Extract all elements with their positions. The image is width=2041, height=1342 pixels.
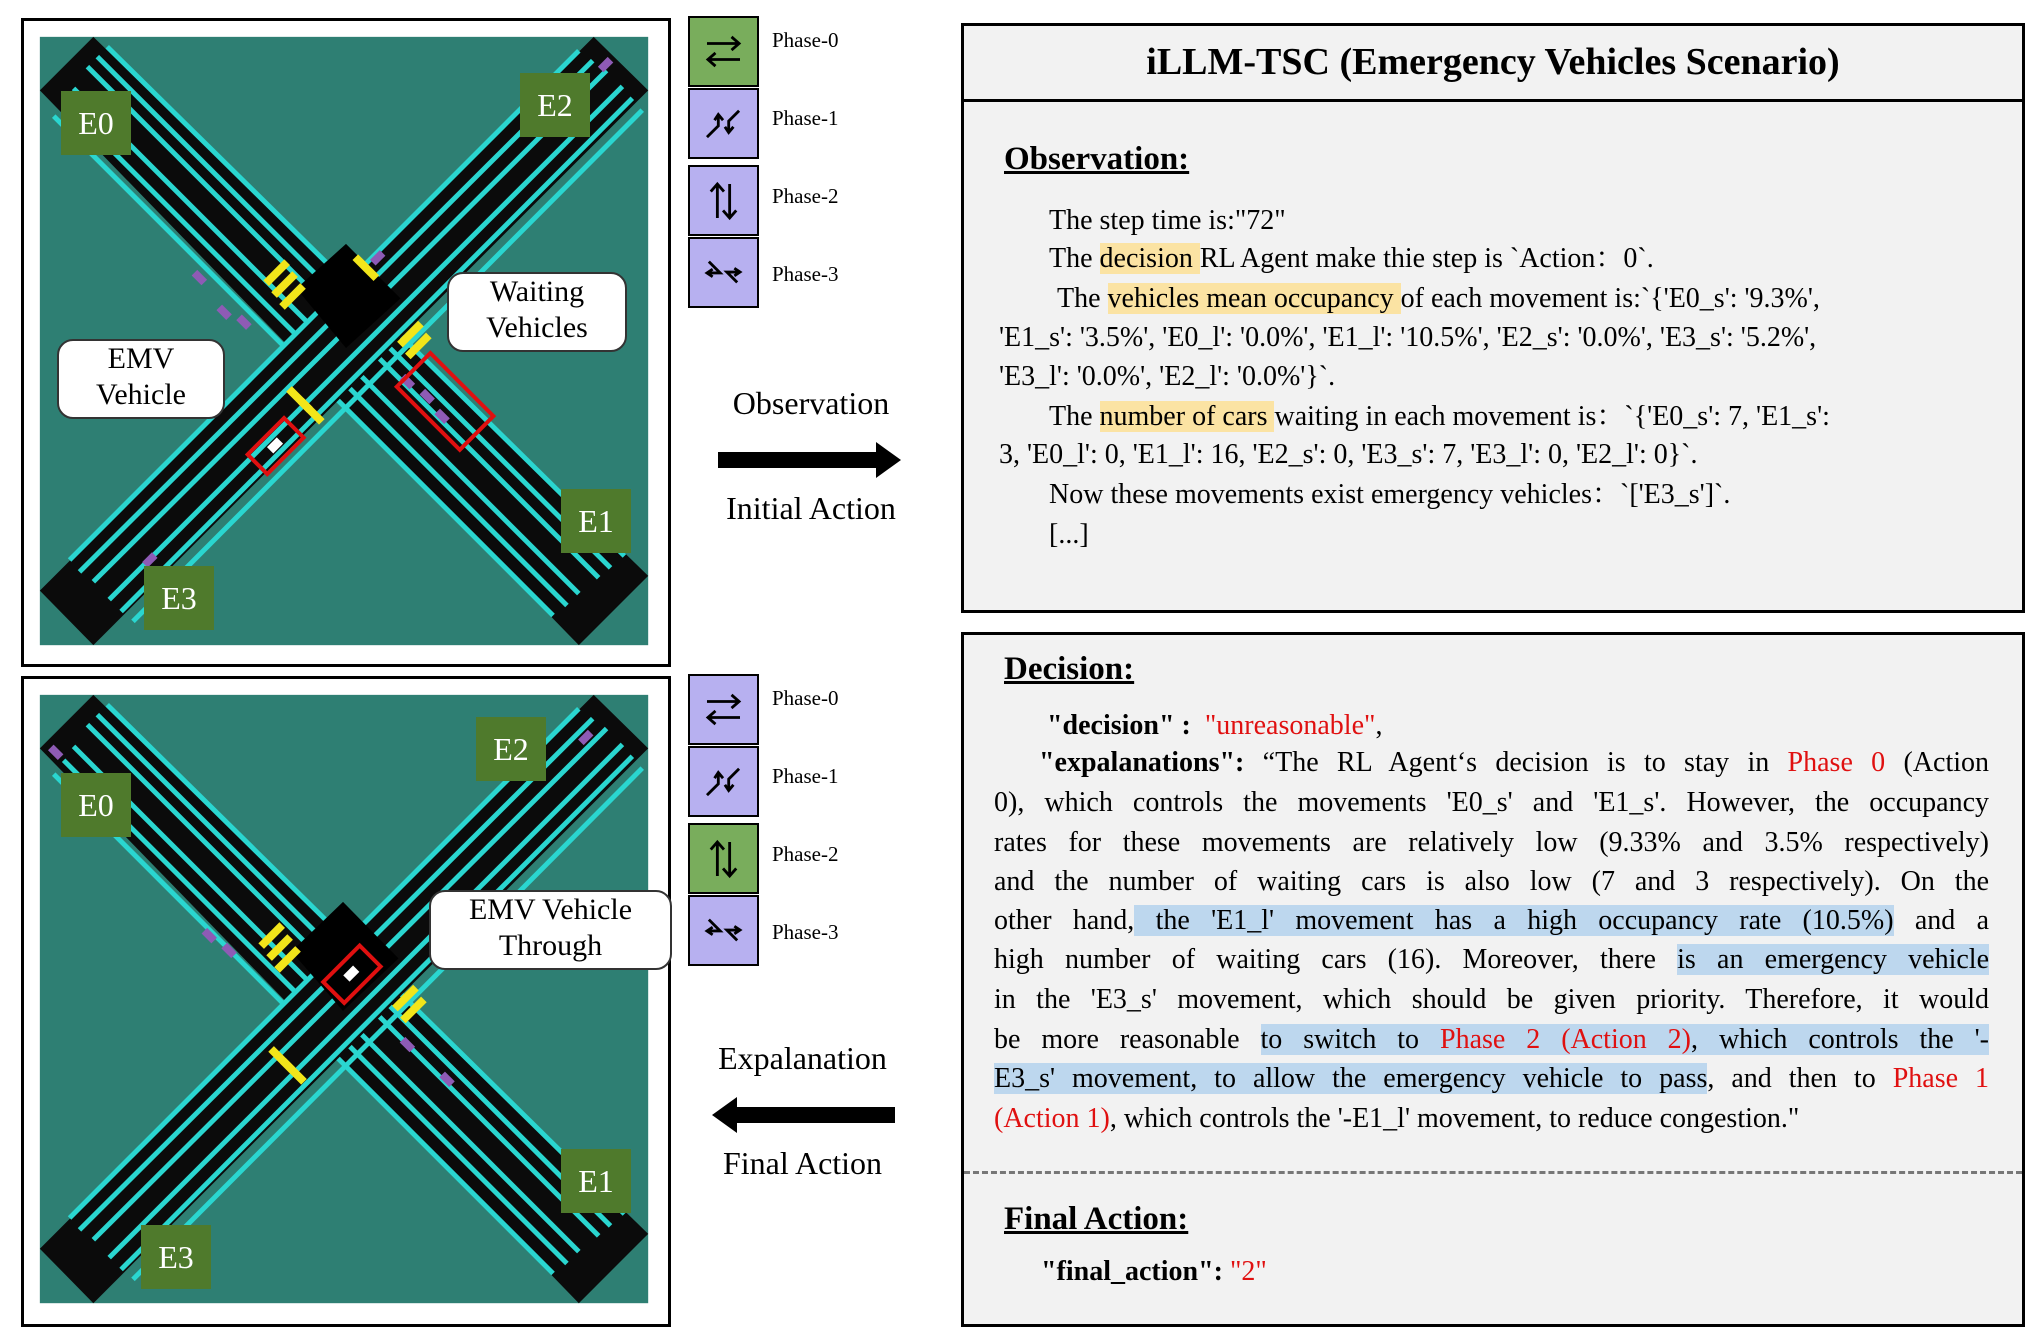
decision-pre: The	[1049, 243, 1100, 274]
final-action-line	[1041, 1257, 1267, 1287]
callout-emv-line1: EMV	[107, 342, 175, 375]
decision-highlight: decision	[1099, 243, 1200, 274]
expl-action1: (Action 1)	[994, 1103, 1110, 1134]
phase-0-icon	[690, 18, 757, 85]
decision-value-line	[1047, 711, 1382, 741]
right-arrow-icon	[718, 440, 903, 480]
phase-3-box-bottom	[688, 895, 759, 966]
expl-line-2: 0), which controls the movements 'E0_s' and 'E1_s'. However, the occupancy	[994, 787, 1989, 818]
phase-2-label-top: Phase-2	[772, 184, 839, 208]
expl-l6a: high number of waiting cars (16). Moreover, there	[994, 944, 1678, 975]
phase-1-label-bottom: Phase-1	[772, 764, 839, 788]
cars-post: waiting in each movement is：`{'E0_s': 7, 'E1_s':	[1274, 401, 1830, 432]
phase-2-box-bottom	[688, 823, 759, 894]
cars-line-1	[1049, 402, 1830, 432]
callout-emv-through	[429, 890, 672, 970]
phase-1-box-bottom	[688, 746, 759, 817]
phase-1-box-top	[688, 88, 759, 159]
phase-3-label-top: Phase-3	[772, 262, 839, 286]
decision-value: "unreasonable"	[1204, 710, 1376, 741]
expl-l8-highlight1: to switch to	[1260, 1024, 1440, 1055]
expl-l9-highlight: E3_s' movement, to allow the emergency vehicle to pass	[994, 1063, 1708, 1094]
phase-0-box-top	[688, 16, 759, 87]
phase-legend-top	[688, 16, 888, 316]
arrow-top-sublabel: Initial Action	[726, 490, 896, 526]
phase-2-label-bottom: Phase-2	[772, 842, 839, 866]
decision-post: RL Agent make thie step is `Action：0`.	[1199, 243, 1654, 274]
occ-post: of each movement is:`{'E0_s': '9.3%',	[1400, 283, 1820, 314]
phase-0-label-top: Phase-0	[772, 28, 839, 52]
phase-1-icon	[690, 90, 757, 157]
phase-1-icon	[690, 748, 757, 815]
step-time-line: The step time is:"72"	[1049, 205, 1286, 236]
callout-emv-through-line1: EMV Vehicle	[468, 893, 633, 926]
phase-2-icon	[690, 167, 757, 234]
panel-title: iLLM-TSC (Emergency Vehicles Scenario)	[964, 26, 2022, 102]
cars-highlight: number of cars	[1099, 401, 1275, 432]
expl-l5b: and a	[1893, 905, 1989, 936]
expl-l9b: , and then to	[1707, 1063, 1893, 1094]
callout-emv-vehicle	[57, 339, 225, 419]
ellipsis: [...]	[1049, 519, 1089, 550]
phase-2-icon	[690, 825, 757, 892]
decision-comma: ,	[1375, 710, 1383, 741]
expl-l8a: be more reasonable	[994, 1024, 1261, 1055]
phase-legend-bottom	[688, 674, 888, 974]
expl-line-9	[994, 1064, 1989, 1094]
occ-highlight: vehicles mean occupancy	[1107, 283, 1401, 314]
callout-emv-through-line2: Through	[498, 929, 603, 962]
phase-3-label-bottom: Phase-3	[772, 920, 839, 944]
edge-label-e2-bottom: E2	[476, 717, 546, 781]
edge-label-e3-top: E3	[144, 566, 214, 630]
phase-0-box-bottom	[688, 674, 759, 745]
expl-line-4: and the number of waiting cars is also low (7 and 3 respectively). On the	[994, 866, 1989, 897]
decision-key: "decision" :	[1047, 710, 1191, 741]
top-intersection-map	[21, 18, 671, 667]
arrow-top-label: Observation	[732, 385, 890, 421]
phase-3-box-top	[688, 237, 759, 308]
edge-label-e3-bottom: E3	[141, 1225, 211, 1289]
phase-1-label-top: Phase-1	[772, 106, 839, 130]
arrow-bottom-label: Expalanation	[718, 1040, 887, 1076]
occupancy-line-1	[1057, 284, 1820, 314]
final-key: "final_action":	[1041, 1256, 1223, 1287]
phase-2-box-top	[688, 165, 759, 236]
emv-line: Now these movements exist emergency vehicles：`['E3_s']`.	[1049, 479, 1731, 510]
decision-panel	[961, 632, 2025, 1327]
expl-l1b: (Action	[1885, 747, 1990, 778]
phase-3-icon	[690, 897, 757, 964]
expl-phase0: Phase 0	[1787, 747, 1886, 778]
expl-line-3: rates for these movements are relatively low (9.33% and 3.5% respectively)	[994, 827, 1989, 858]
callout-waiting-vehicles	[447, 272, 627, 352]
expl-l5a: other hand,	[994, 905, 1135, 936]
section-divider	[964, 1171, 2022, 1174]
cars-line-2: 3, 'E0_l': 0, 'E1_l': 16, 'E2_s': 0, 'E3_s': 7, 'E3_l': 0, 'E2_l': 0}`.	[999, 439, 1698, 470]
expl-l6-highlight: is an emergency vehicle	[1677, 944, 1989, 975]
edge-label-e0-bottom: E0	[61, 773, 131, 837]
expl-l5-highlight: the 'E1_l' movement has a high occupancy rate (10.5%)	[1134, 905, 1894, 936]
left-arrow-icon	[710, 1095, 895, 1135]
occ-pre: The	[1057, 283, 1108, 314]
expl-line-10	[994, 1104, 1799, 1134]
decision-heading: Decision:	[1004, 651, 1135, 687]
phase-3-icon	[690, 239, 757, 306]
final-action-heading: Final Action:	[1004, 1201, 1189, 1237]
final-value: "2"	[1229, 1256, 1267, 1287]
expl-line-5	[994, 906, 1989, 936]
callout-waiting-line2: Vehicles	[486, 311, 588, 344]
edge-label-e1-bottom: E1	[561, 1149, 631, 1213]
callout-emv-line2: Vehicle	[96, 378, 186, 411]
observation-panel	[961, 23, 2025, 613]
expl-key: "expalanations":	[1039, 747, 1245, 778]
phase-0-icon	[690, 676, 757, 743]
expl-l10b: , which controls the '-E1_l' movement, to reduce congestion."	[1109, 1103, 1800, 1134]
occupancy-line-3: 'E3_l': '0.0%', 'E2_l': '0.0%'}`.	[999, 361, 1336, 392]
phase-0-label-bottom: Phase-0	[772, 686, 839, 710]
bottom-intersection-map	[21, 676, 671, 1327]
expl-l8-highlight2: , which controls the '-	[1691, 1024, 1989, 1055]
cars-pre: The	[1049, 401, 1100, 432]
callout-waiting-line1: Waiting	[489, 275, 585, 308]
arrow-bottom-sublabel: Final Action	[722, 1145, 883, 1181]
expl-l1a: “The RL Agent‘s decision is to stay in	[1262, 747, 1788, 778]
expl-phase2: Phase 2 (Action 2)	[1440, 1024, 1692, 1055]
edge-label-e1-top: E1	[561, 489, 631, 553]
edge-label-e2-top: E2	[520, 73, 590, 137]
observation-heading: Observation:	[1004, 141, 1190, 177]
decision-line	[1049, 244, 1654, 274]
expl-line-8	[994, 1025, 1989, 1055]
expl-line-7: in the 'E3_s' movement, which should be given priority. Therefore, it would	[994, 984, 1989, 1015]
expl-line-6	[994, 945, 1989, 975]
expl-phase1: Phase 1	[1892, 1063, 1989, 1094]
occupancy-line-2: 'E1_s': '3.5%', 'E0_l': '0.0%', 'E1_l': '10.5%', 'E2_s': '0.0%', 'E3_s': '5.2%',	[999, 322, 1817, 353]
expl-line-1	[1039, 748, 1989, 778]
edge-label-e0-top: E0	[61, 91, 131, 155]
